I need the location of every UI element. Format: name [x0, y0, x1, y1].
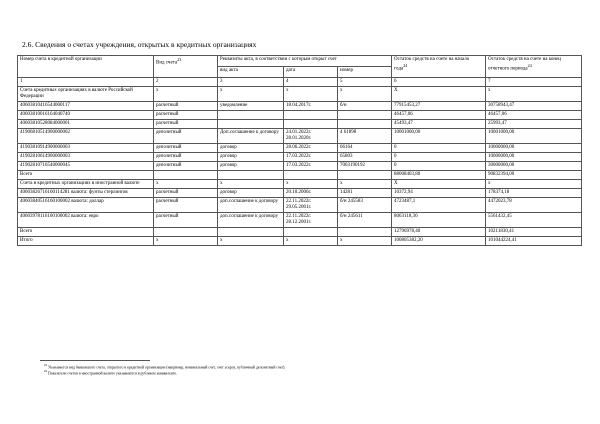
table-cell: доп.соглашение к договору	[218, 213, 284, 228]
table-cell	[338, 228, 392, 237]
table-row	[18, 144, 582, 153]
footnote-ref: 24	[403, 63, 408, 68]
table-cell: 5561432,45	[486, 213, 582, 228]
table-cell: Доп.соглашение к договору	[218, 129, 284, 144]
column-number: 4	[284, 78, 338, 87]
table-cell: х	[338, 87, 392, 102]
table-cell: 88008403,80	[392, 171, 486, 180]
table-cell	[218, 111, 284, 120]
table-cell: Счета кредитных организациях в валюте Российской Федерации	[18, 87, 154, 102]
table-cell	[154, 171, 218, 180]
table-cell: депозитный	[154, 162, 218, 171]
table-cell: Всего	[18, 228, 154, 237]
header-end-balance: Остаток средств на счете на конец отчетного периода$^{24}$	[486, 56, 582, 78]
table-row	[18, 198, 582, 213]
table-cell: 40603840516160100002 валюта: доллар	[18, 198, 154, 213]
table-cell: х	[218, 87, 284, 102]
table-cell: 0	[392, 153, 486, 162]
table-cell: 12796978,40	[392, 228, 486, 237]
table-cell	[284, 120, 338, 129]
table-cell: расчетный	[154, 102, 218, 111]
header-act-details: Реквизиты акта, в соответствии с которым открыт счет	[218, 56, 392, 67]
table-cell: х	[284, 180, 338, 189]
table-cell	[218, 120, 284, 129]
table-cell: расчетный	[154, 198, 218, 213]
footnote-23: $^{23}$ Указывается вид банковского счета, открытого в кредитной организации (например, номинальный счет, счет эскроу, публичный депозитный счет).	[44, 363, 286, 370]
table-cell: 41902810716540000045	[18, 162, 154, 171]
table-cell: расчетный	[154, 213, 218, 228]
section-title: 2.6. Сведения о счетах учреждения, открытых в кредитных организациях	[22, 40, 257, 49]
table-cell: расчетный	[154, 189, 218, 198]
table-cell: Х	[392, 180, 486, 189]
table-cell: х	[338, 237, 392, 246]
table-cell: 7003190192	[338, 162, 392, 171]
header-act-type: вид акта	[218, 67, 284, 78]
header-act-date: дата	[284, 67, 338, 78]
table-row	[18, 111, 582, 120]
accounts-table	[17, 55, 582, 246]
table-cell: уведомление	[218, 102, 284, 111]
column-number-row	[18, 78, 582, 87]
table-cell: Всего	[18, 171, 154, 180]
table-row	[18, 237, 582, 246]
table-cell: х	[154, 237, 218, 246]
footnote-divider	[40, 360, 150, 361]
table-cell: 40603978116160100002 валюта: евро	[18, 213, 154, 228]
table-cell: договор	[218, 153, 284, 162]
table-row	[18, 120, 582, 129]
header-act-number: номер	[338, 67, 392, 78]
table-row	[18, 171, 582, 180]
table-cell: расчетный	[154, 120, 218, 129]
table-cell: х	[486, 87, 582, 102]
table-cell: 25993,47	[486, 120, 582, 129]
table-cell: б/н	[338, 102, 392, 111]
footnote-24: $^{24}$ Показатели счетов в иностранной валюте указываются в рублевом эквиваленте.	[44, 369, 178, 376]
table-row	[18, 87, 582, 102]
table-cell: 46457,06	[486, 111, 582, 120]
table-cell	[218, 228, 284, 237]
table-cell: депозитный	[154, 129, 218, 144]
table-cell: 178374,18	[486, 189, 582, 198]
table-cell: Счета в кредитных организациях в иностранной валюте	[18, 180, 154, 189]
column-number: 7	[486, 78, 582, 87]
table-row	[18, 180, 582, 189]
table-cell: 14281	[338, 189, 392, 198]
table-cell: 45493,47	[392, 120, 486, 129]
table-cell: 10000000,00	[486, 144, 582, 153]
table-cell	[338, 171, 392, 180]
table-cell: х	[154, 87, 218, 102]
table-cell: 77915453,27	[392, 102, 486, 111]
table-cell: х	[284, 87, 338, 102]
table-cell: 4 61898	[338, 129, 392, 144]
table-cell: 4723487,1	[392, 198, 486, 213]
table-cell: 0	[392, 144, 486, 153]
table-cell: 17.03.2022г.	[284, 162, 338, 171]
table-cell: х	[218, 180, 284, 189]
table-cell: 10001000,00	[486, 129, 582, 144]
table-cell: договор	[218, 189, 284, 198]
table-cell: 66164	[338, 144, 392, 153]
table-cell: договор	[218, 144, 284, 153]
table-cell: 40603810016164040740	[18, 111, 154, 120]
header-account-type: Вид счета$^{23}$	[154, 56, 218, 78]
table-cell: 22.11.2022г. 28.12.2001г.	[284, 213, 338, 228]
table-cell: 24.01.2022г. 28.01.2020г.	[284, 129, 338, 144]
table-cell: 90832394,00	[486, 171, 582, 180]
table-cell	[338, 111, 392, 120]
table-cell: расчетный	[154, 111, 218, 120]
table-cell	[284, 171, 338, 180]
table-cell: 17.03.2022г.	[284, 153, 338, 162]
table-cell: х	[154, 180, 218, 189]
table-cell: б/н 245583	[338, 198, 392, 213]
table-cell: 41906810514900000002	[18, 129, 154, 144]
table-cell: 40603810416544000117	[18, 102, 154, 111]
table-cell: х	[218, 237, 284, 246]
table-row	[18, 228, 582, 237]
table-cell: 28.06.2022г.	[284, 144, 338, 153]
column-number: 6	[392, 78, 486, 87]
header-account-no: Номер счета в кредитной организации	[18, 56, 154, 78]
table-cell: договор	[218, 162, 284, 171]
table-cell: депозитный	[154, 144, 218, 153]
table-cell	[338, 120, 392, 129]
column-number: 1	[18, 78, 154, 87]
table-cell	[154, 228, 218, 237]
table-row	[18, 129, 582, 144]
table-cell: 10000000,00	[486, 153, 582, 162]
table-cell: 18.04.2017г.	[284, 102, 338, 111]
table-cell: 40603826716160114281 валюта: фунты стерлингов	[18, 189, 154, 198]
table-row	[18, 213, 582, 228]
column-number: 3	[218, 78, 284, 87]
table-cell: 41902810614900000003	[18, 153, 154, 162]
table-row	[18, 153, 582, 162]
column-number: 2	[154, 78, 218, 87]
table-cell: 10372,94	[392, 189, 486, 198]
table-cell: депозитный	[154, 153, 218, 162]
table-cell: 30000000,00	[486, 162, 582, 171]
table-cell: х	[284, 237, 338, 246]
table-cell: 65803	[338, 153, 392, 162]
table-cell: х	[338, 180, 392, 189]
table-cell: х	[486, 180, 582, 189]
table-cell: б/н 245611	[338, 213, 392, 228]
table-cell: 101044224,41	[486, 237, 582, 246]
table-cell: 0	[392, 162, 486, 171]
table-cell	[284, 111, 338, 120]
table-row	[18, 102, 582, 111]
table-cell: 10001000,00	[392, 129, 486, 144]
table-cell: Х	[392, 87, 486, 102]
table-cell: Итого	[18, 237, 154, 246]
table-cell: 8063118,36	[392, 213, 486, 228]
table-cell: 4472023,78	[486, 198, 582, 213]
table-cell: 20.10.2006г.	[284, 189, 338, 198]
table-cell: 22.11.2022г. 29.05.2001г.	[284, 198, 338, 213]
table-cell: 40603810528084000001	[18, 120, 154, 129]
header-start-balance: Остаток средств на счете на начало года$^{24}$	[392, 56, 486, 78]
table-cell	[284, 228, 338, 237]
table-cell: 30758943,47	[486, 102, 582, 111]
column-number: 5	[338, 78, 392, 87]
table-cell: доп.соглашение к договору	[218, 198, 284, 213]
table-row	[18, 189, 582, 198]
table-cell: 100805382,20	[392, 237, 486, 246]
table-cell: 10211830,41	[486, 228, 582, 237]
table-row	[18, 162, 582, 171]
table-cell	[218, 171, 284, 180]
footnote-ref: 23	[177, 57, 182, 62]
table-cell: 41903810914900000003	[18, 144, 154, 153]
footnote-ref: 24	[527, 63, 532, 68]
table-cell: 46457,06	[392, 111, 486, 120]
